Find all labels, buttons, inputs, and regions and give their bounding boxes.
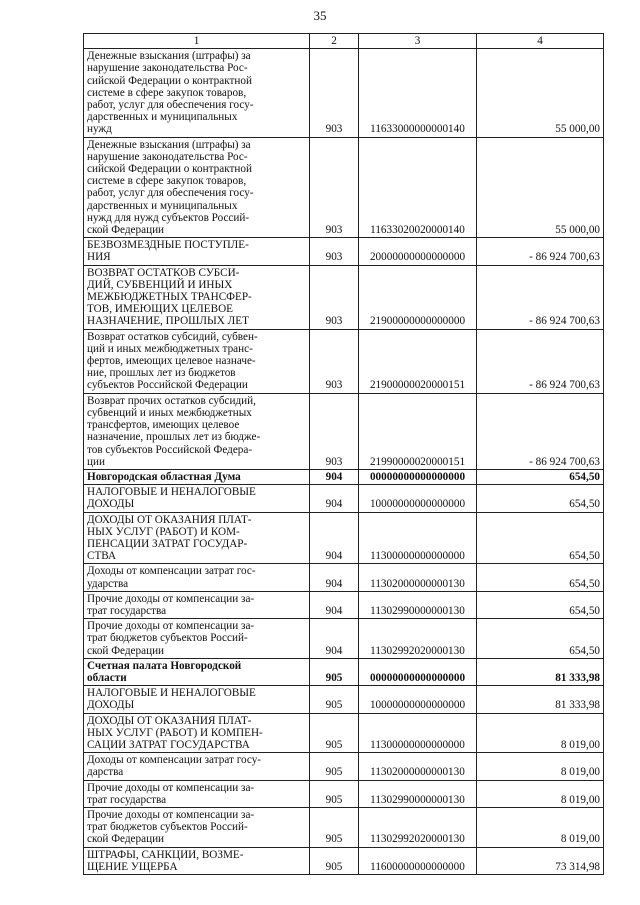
admin-code-cell: 905 xyxy=(310,847,359,874)
table-body xyxy=(84,49,604,875)
account-code-cell: 00000000000000000 xyxy=(359,658,477,685)
row-name-cell xyxy=(84,619,310,659)
table-row xyxy=(84,619,604,659)
row-name-line: САЦИИ ЗАТРАТ ГОСУДАРСТВА xyxy=(87,738,250,751)
row-name-cell xyxy=(84,137,310,238)
account-code-cell: 11302000000000130 xyxy=(359,564,477,591)
row-name-line: НАЛОГОВЫЕ И НЕНАЛОГОВЫЕ xyxy=(87,687,256,700)
admin-code-cell: 903 xyxy=(310,393,359,469)
row-name-line: Доходы от компенсации затрат госу- xyxy=(87,754,262,767)
amount-cell: 654,50 xyxy=(477,619,604,659)
row-name-line: Счетная палата Новгородской xyxy=(87,659,242,672)
row-name-line: фертов, имеющих целевое назначе- xyxy=(87,355,256,368)
row-name-line: системе в сфере закупок товаров, xyxy=(87,175,247,188)
table-row xyxy=(84,512,604,564)
table-header-row xyxy=(84,34,604,49)
row-name-line: ции xyxy=(87,455,105,468)
row-name-line: Прочие доходы от компенсации за- xyxy=(87,620,255,633)
row-name-line: ШТРАФЫ, САНКЦИИ, ВОЗМЕ- xyxy=(87,848,244,861)
account-code-cell: 21900000000000000 xyxy=(359,265,477,329)
row-name-line: ской Федерации xyxy=(87,833,165,846)
row-name-line: МЕЖБЮДЖЕТНЫХ ТРАНСФЕР- xyxy=(87,291,252,304)
row-name-line: трат государства xyxy=(87,604,167,617)
row-name-line: Возврат остатков субсидий, субвен- xyxy=(87,330,258,343)
row-name-cell xyxy=(84,238,310,265)
row-name-line: нужд для нужд субъектов Россий- xyxy=(87,211,250,224)
amount-cell: - 86 924 700,63 xyxy=(477,238,604,265)
row-name-line: ДИЙ, СУБВЕНЦИЙ И ИНЫХ xyxy=(87,278,233,291)
row-name-cell xyxy=(84,469,310,484)
row-name-line: дарства xyxy=(87,766,124,779)
row-name-line: субъектов Российской Федерации xyxy=(87,379,248,392)
amount-cell: 8 019,00 xyxy=(477,713,604,753)
row-name-line: ТОВ, ИМЕЮЩИХ ЦЕЛЕВОЕ xyxy=(87,303,233,316)
row-name-line: трат государства xyxy=(87,793,167,806)
account-code-cell: 11302992020000130 xyxy=(359,619,477,659)
row-name-line: сийской Федерации о контрактной xyxy=(87,74,252,87)
row-name-line: области xyxy=(87,671,127,684)
table-row xyxy=(84,686,604,713)
table-row xyxy=(84,753,604,780)
admin-code-cell: 904 xyxy=(310,564,359,591)
column-header-3: 3 xyxy=(359,34,477,49)
row-name-cell xyxy=(84,847,310,874)
row-name-line: ДОХОДЫ ОТ ОКАЗАНИЯ ПЛАТ- xyxy=(87,513,252,526)
amount-cell: 8 019,00 xyxy=(477,753,604,780)
admin-code-cell: 905 xyxy=(310,713,359,753)
row-name-cell xyxy=(84,564,310,591)
row-name-cell xyxy=(84,753,310,780)
account-code-cell: 10000000000000000 xyxy=(359,686,477,713)
row-name-line: СТВА xyxy=(87,550,117,563)
admin-code-cell: 903 xyxy=(310,49,359,137)
admin-code-cell: 904 xyxy=(310,485,359,512)
row-name-line: ДОХОДЫ ОТ ОКАЗАНИЯ ПЛАТ- xyxy=(87,714,252,727)
row-name-line: Новгородская областная Дума xyxy=(87,470,241,483)
row-name-line: Прочие доходы от компенсации за- xyxy=(87,592,255,605)
table-row xyxy=(84,329,604,393)
row-name-cell xyxy=(84,512,310,564)
column-header-4: 4 xyxy=(477,34,604,49)
table-row xyxy=(84,49,604,137)
row-name-line: НЫХ УСЛУГ (РАБОТ) И КОМПЕН- xyxy=(87,726,263,739)
row-name-line: ций и иных межбюджетных транс- xyxy=(87,342,253,355)
row-name-cell xyxy=(84,713,310,753)
row-name-line: ПЕНСАЦИИ ЗАТРАТ ГОСУДАР- xyxy=(87,537,248,550)
account-code-cell: 11302990000000130 xyxy=(359,591,477,618)
row-name-cell xyxy=(84,49,310,137)
row-name-line: трансфертов, имеющих целевое xyxy=(87,419,240,432)
amount-cell: 654,50 xyxy=(477,564,604,591)
row-name-line: сийской Федерации о контрактной xyxy=(87,163,252,176)
table-row xyxy=(84,591,604,618)
account-code-cell: 11633000000000140 xyxy=(359,49,477,137)
row-name-cell xyxy=(84,329,310,393)
amount-cell: 654,50 xyxy=(477,512,604,564)
account-code-cell: 10000000000000000 xyxy=(359,485,477,512)
account-code-cell: 11300000000000000 xyxy=(359,713,477,753)
admin-code-cell: 904 xyxy=(310,591,359,618)
admin-code-cell: 905 xyxy=(310,686,359,713)
row-name-line: тов субъектов Российской Федера- xyxy=(87,443,253,456)
admin-code-cell: 904 xyxy=(310,469,359,484)
row-name-line: трат бюджетов субъектов Россий- xyxy=(87,632,248,645)
admin-code-cell: 903 xyxy=(310,265,359,329)
row-name-line: ударства xyxy=(87,577,129,590)
row-name-line: ской Федерации xyxy=(87,644,165,657)
row-name-line: ВОЗВРАТ ОСТАТКОВ СУБСИ- xyxy=(87,266,240,279)
row-name-line: работ, услуг для обеспечения госу- xyxy=(87,187,254,200)
amount-cell: 8 019,00 xyxy=(477,780,604,807)
admin-code-cell: 905 xyxy=(310,753,359,780)
table-row xyxy=(84,780,604,807)
account-code-cell: 11302990000000130 xyxy=(359,780,477,807)
table-row xyxy=(84,469,604,484)
row-name-line: Возврат прочих остатков субсидий, xyxy=(87,394,256,407)
admin-code-cell: 903 xyxy=(310,329,359,393)
row-name-cell xyxy=(84,780,310,807)
table-row xyxy=(84,847,604,874)
row-name-line: трат бюджетов субъектов Россий- xyxy=(87,821,248,834)
column-header-2: 2 xyxy=(310,34,359,49)
amount-cell: 654,50 xyxy=(477,591,604,618)
admin-code-cell: 905 xyxy=(310,807,359,847)
account-code-cell: 11302992020000130 xyxy=(359,807,477,847)
row-name-line: назначение, прошлых лет из бюдже- xyxy=(87,431,261,444)
admin-code-cell: 905 xyxy=(310,780,359,807)
row-name-line: ние, прошлых лет из бюджетов xyxy=(87,367,236,380)
row-name-line: Прочие доходы от компенсации за- xyxy=(87,781,255,794)
row-name-line: Доходы от компенсации затрат гос- xyxy=(87,565,256,578)
row-name-line: дарственных и муниципальных xyxy=(87,199,238,212)
row-name-line: ЩЕНИЕ УЩЕРБА xyxy=(87,860,178,873)
row-name-cell xyxy=(84,658,310,685)
table-row xyxy=(84,564,604,591)
row-name-line: дарственных и муниципальных xyxy=(87,111,238,124)
account-code-cell: 11633020020000140 xyxy=(359,137,477,238)
row-name-line: нарушение законодательства Рос- xyxy=(87,62,248,75)
column-header-1: 1 xyxy=(84,34,310,49)
amount-cell: - 86 924 700,63 xyxy=(477,265,604,329)
amount-cell: 81 333,98 xyxy=(477,658,604,685)
row-name-line: нарушение законодательства Рос- xyxy=(87,150,248,163)
row-name-line: БЕЗВОЗМЕЗДНЫЕ ПОСТУПЛЕ- xyxy=(87,239,249,252)
page-number: 35 xyxy=(313,8,327,23)
amount-cell: 55 000,00 xyxy=(477,137,604,238)
amount-cell: 73 314,98 xyxy=(477,847,604,874)
account-code-cell: 11302000000000130 xyxy=(359,753,477,780)
row-name-line: Прочие доходы от компенсации за- xyxy=(87,808,255,821)
row-name-line: системе в сфере закупок товаров, xyxy=(87,86,247,99)
table-row xyxy=(84,265,604,329)
row-name-line: ской Федерации xyxy=(87,224,165,237)
row-name-line: субвенций и иных межбюджетных xyxy=(87,406,252,419)
amount-cell: - 86 924 700,63 xyxy=(477,329,604,393)
row-name-cell xyxy=(84,485,310,512)
amount-cell: 654,50 xyxy=(477,485,604,512)
admin-code-cell: 905 xyxy=(310,658,359,685)
table-row xyxy=(84,393,604,469)
account-code-cell: 00000000000000000 xyxy=(359,469,477,484)
revenue-table xyxy=(83,33,604,875)
table-row xyxy=(84,238,604,265)
row-name-cell xyxy=(84,393,310,469)
table-row xyxy=(84,137,604,238)
account-code-cell: 21990000020000151 xyxy=(359,393,477,469)
table-row xyxy=(84,713,604,753)
admin-code-cell: 904 xyxy=(310,512,359,564)
account-code-cell: 21900000020000151 xyxy=(359,329,477,393)
row-name-line: Денежные взыскания (штрафы) за xyxy=(87,138,251,151)
row-name-cell xyxy=(84,807,310,847)
admin-code-cell: 903 xyxy=(310,137,359,238)
account-code-cell: 11300000000000000 xyxy=(359,512,477,564)
account-code-cell: 20000000000000000 xyxy=(359,238,477,265)
amount-cell: 654,50 xyxy=(477,469,604,484)
row-name-cell xyxy=(84,686,310,713)
admin-code-cell: 904 xyxy=(310,619,359,659)
row-name-line: нужд xyxy=(87,123,112,136)
row-name-line: ДОХОДЫ xyxy=(87,498,135,511)
row-name-line: Денежные взыскания (штрафы) за xyxy=(87,50,251,63)
row-name-line: НАЛОГОВЫЕ И НЕНАЛОГОВЫЕ xyxy=(87,486,256,499)
table-row xyxy=(84,658,604,685)
row-name-cell xyxy=(84,265,310,329)
amount-cell: - 86 924 700,63 xyxy=(477,393,604,469)
row-name-cell xyxy=(84,591,310,618)
admin-code-cell: 903 xyxy=(310,238,359,265)
row-name-line: НИЯ xyxy=(87,251,111,264)
row-name-line: ДОХОДЫ xyxy=(87,699,135,712)
row-name-line: НЫХ УСЛУГ (РАБОТ) И КОМ- xyxy=(87,525,240,538)
amount-cell: 81 333,98 xyxy=(477,686,604,713)
amount-cell: 55 000,00 xyxy=(477,49,604,137)
account-code-cell: 11600000000000000 xyxy=(359,847,477,874)
row-name-line: работ, услуг для обеспечения госу- xyxy=(87,99,254,112)
row-name-line: НАЗНАЧЕНИЕ, ПРОШЛЫХ ЛЕТ xyxy=(87,315,249,328)
amount-cell: 8 019,00 xyxy=(477,807,604,847)
table-row xyxy=(84,485,604,512)
table-row xyxy=(84,807,604,847)
